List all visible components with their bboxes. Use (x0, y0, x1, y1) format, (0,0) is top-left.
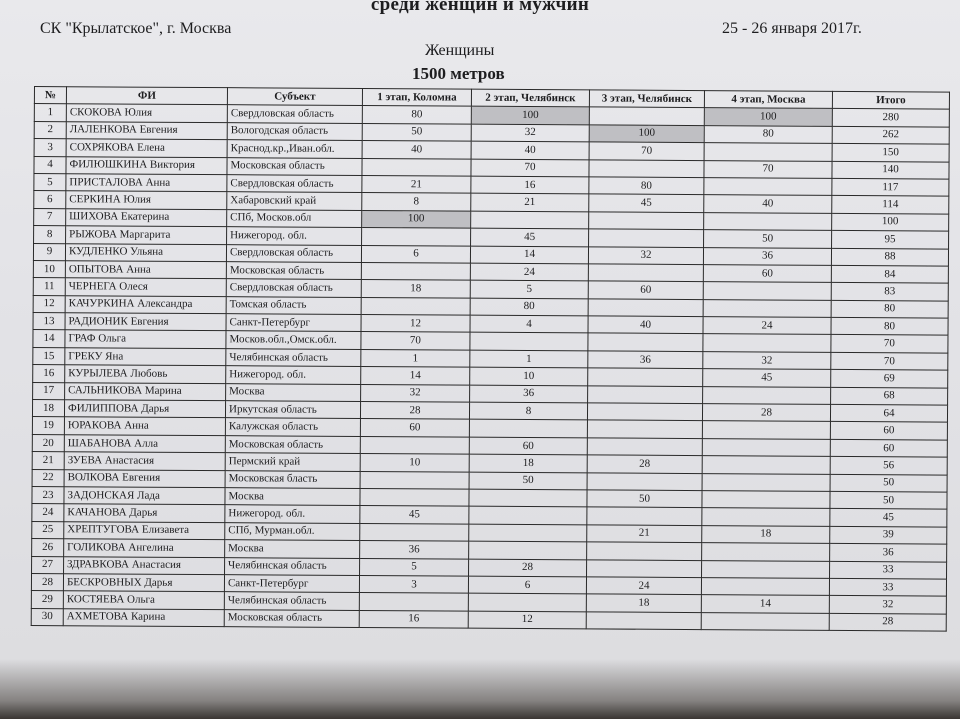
stage-1-points: 21 (362, 175, 471, 193)
header-name: ФИ (66, 87, 227, 105)
athlete-name: КОСТЯЕВА Ольга (63, 591, 224, 609)
athlete-name: РАДИОНИК Евгения (65, 313, 226, 331)
stage-2-points: 45 (471, 228, 589, 246)
athlete-name: КУРЫЛЕВА Любовь (65, 365, 226, 383)
stage-1-points (361, 297, 470, 315)
total-points: 95 (832, 231, 949, 249)
stage-4-points (703, 299, 831, 317)
stage-3-points (588, 299, 703, 317)
total-points: 262 (832, 126, 949, 144)
stage-3-points (588, 386, 703, 404)
stage-2-points: 36 (470, 385, 588, 403)
athlete-region: Нижегород. обл. (227, 227, 362, 245)
header-stage-1: 1 этап, Коломна (362, 89, 471, 107)
header-stage-2: 2 этап, Челябинск (471, 89, 589, 107)
athlete-region: Московская область (227, 157, 362, 175)
total-points: 70 (831, 335, 948, 353)
athlete-region: Томская область (226, 296, 361, 314)
athlete-name: ГРАФ Ольга (65, 330, 226, 348)
row-number: 3 (34, 139, 66, 157)
stage-4-points (702, 543, 830, 561)
row-number: 10 (33, 260, 65, 278)
stage-2-points (470, 333, 588, 351)
stage-1-points: 16 (359, 610, 468, 628)
stage-1-points: 18 (361, 280, 470, 298)
stage-1-points (359, 593, 468, 611)
total-points: 114 (832, 196, 949, 214)
stage-2-points (469, 489, 587, 507)
total-points: 117 (832, 178, 949, 196)
athlete-region: Челябинская область (225, 557, 360, 575)
row-number: 15 (33, 347, 65, 365)
athlete-name: ШИХОВА Екатерина (66, 208, 227, 226)
venue-label: СК "Крылатское", г. Москва (40, 20, 232, 37)
total-points: 100 (832, 213, 949, 231)
row-number: 6 (34, 191, 66, 209)
athlete-region: Свердловская область (226, 244, 361, 262)
stage-4-points (701, 578, 829, 596)
athlete-region: Московская бласть (225, 470, 360, 488)
stage-3-points: 36 (588, 351, 703, 369)
athlete-name: ХРЕПТУГОВА Елизавета (64, 521, 225, 539)
athlete-name: АХМЕТОВА Карина (63, 608, 224, 626)
athlete-name: СЕРКИНА Юлия (66, 191, 227, 209)
stage-3-points: 50 (587, 490, 702, 508)
stage-3-points (589, 107, 704, 125)
stage-1-points: 32 (361, 384, 470, 402)
row-number: 16 (33, 365, 65, 383)
stage-1-points: 45 (360, 506, 469, 524)
stage-1-points: 5 (360, 558, 469, 576)
athlete-region: Москва (225, 540, 360, 558)
athlete-region: Хабаровский край (227, 192, 362, 210)
stage-4-points (703, 282, 831, 300)
header-stage-3: 3 этап, Челябинск (589, 90, 704, 108)
athlete-region: Москва (225, 488, 360, 506)
athlete-region: Свердловская область (227, 175, 362, 193)
stage-4-points (704, 143, 832, 161)
total-points: 33 (830, 561, 947, 579)
stage-3-points (587, 472, 702, 490)
stage-2-points: 40 (471, 141, 589, 159)
total-points: 80 (831, 300, 948, 318)
stage-1-points: 6 (361, 245, 470, 263)
athlete-name: ФИЛЮШКИНА Виктория (66, 156, 227, 174)
athlete-name: ВОЛКОВА Евгения (64, 469, 225, 487)
stage-2-points: 14 (470, 246, 588, 264)
stage-1-points: 36 (360, 541, 469, 559)
stage-4-points: 28 (702, 404, 830, 422)
athlete-name: ЗУЕВА Анастасия (64, 452, 225, 470)
stage-4-points: 18 (702, 525, 830, 543)
stage-1-points: 28 (360, 402, 469, 420)
stage-3-points: 45 (589, 194, 704, 212)
stage-4-points: 80 (704, 125, 832, 143)
stage-3-points (589, 212, 704, 230)
stage-3-points: 32 (588, 246, 703, 264)
stage-2-points: 8 (469, 402, 587, 420)
row-number: 2 (34, 121, 66, 139)
athlete-name: ФИЛИППОВА Дарья (64, 400, 225, 418)
athlete-name: ЧЕРНЕГА Олеся (65, 278, 226, 296)
stage-3-points (588, 333, 703, 351)
athlete-region: Нижегород. обл. (225, 505, 360, 523)
stage-4-points (704, 178, 832, 196)
total-points: 39 (830, 526, 947, 544)
row-number: 23 (32, 486, 64, 504)
stage-1-points: 40 (362, 141, 471, 159)
athlete-region: Иркутская область (225, 401, 360, 419)
stage-4-points (702, 421, 830, 439)
row-number: 14 (33, 330, 65, 348)
row-number: 1 (34, 104, 66, 122)
row-number: 22 (32, 469, 64, 487)
row-number: 8 (34, 226, 66, 244)
stage-4-points (702, 560, 830, 578)
total-points: 36 (830, 544, 947, 562)
stage-2-points: 80 (470, 298, 588, 316)
stage-3-points (587, 403, 702, 421)
row-number: 13 (33, 313, 65, 331)
stage-2-points: 24 (470, 263, 588, 281)
document-title: среди женщин и мужчин (370, 0, 590, 15)
stage-4-points: 36 (703, 247, 831, 265)
row-number: 7 (34, 208, 66, 226)
stage-2-points: 28 (469, 559, 587, 577)
stage-2-points: 50 (469, 472, 587, 490)
dates-label: 25 - 26 января 2017г. (722, 20, 862, 37)
total-points: 150 (832, 144, 949, 162)
stage-1-points: 60 (360, 419, 469, 437)
athlete-name: КАЧУРКИНА Александра (65, 295, 226, 313)
athlete-region: Челябинская область (226, 349, 361, 367)
stage-2-points (468, 593, 586, 611)
athlete-name: КУДЛЕНКО Ульяна (65, 243, 226, 261)
stage-3-points (587, 438, 702, 456)
total-points: 88 (831, 248, 948, 266)
athlete-region: Москов.обл.,Омск.обл. (226, 331, 361, 349)
stage-2-points: 16 (471, 176, 589, 194)
row-number: 29 (31, 591, 63, 609)
stage-3-points (587, 559, 702, 577)
stage-2-points: 70 (471, 159, 589, 177)
stage-2-points: 5 (470, 280, 588, 298)
stage-4-points (702, 491, 830, 509)
athlete-region: Московская область (224, 609, 359, 627)
stage-3-points (588, 264, 703, 282)
athlete-name: ГРЕКУ Яна (65, 348, 226, 366)
stage-3-points: 28 (587, 455, 702, 473)
athlete-region: Челябинская область (224, 592, 359, 610)
stage-3-points: 21 (587, 525, 702, 543)
stage-3-points (588, 368, 703, 386)
stage-1-points (362, 228, 471, 246)
total-points: 32 (829, 596, 946, 614)
row-number: 27 (32, 556, 64, 574)
stage-2-points: 4 (470, 315, 588, 333)
stage-3-points (587, 507, 702, 525)
stage-2-points: 100 (471, 107, 589, 125)
stage-4-points: 60 (703, 264, 831, 282)
total-points: 50 (830, 474, 947, 492)
total-points: 70 (831, 352, 948, 370)
stage-2-points (471, 211, 589, 229)
stage-4-points (701, 612, 829, 630)
stage-3-points (587, 420, 702, 438)
table-body (31, 104, 949, 631)
athlete-name: ЛАЛЕНКОВА Евгения (66, 121, 227, 139)
stage-4-points (703, 334, 831, 352)
athlete-name: ШАБАНОВА Алла (64, 435, 225, 453)
row-number: 11 (33, 278, 65, 296)
athlete-name: ОПЫТОВА Анна (65, 261, 226, 279)
athlete-region: Нижегород. обл. (226, 366, 361, 384)
header-region: Субъект (227, 88, 362, 106)
athlete-name: СКОКОВА Юлия (66, 104, 227, 122)
total-points: 60 (830, 439, 947, 457)
row-number: 21 (32, 452, 64, 470)
stage-3-points (589, 229, 704, 247)
total-points: 28 (829, 613, 946, 631)
total-points: 140 (832, 161, 949, 179)
row-number: 12 (33, 295, 65, 313)
athlete-region: СПб, Мурман.обл. (225, 522, 360, 540)
row-number: 18 (32, 400, 64, 418)
stage-1-points (360, 436, 469, 454)
row-number: 17 (33, 382, 65, 400)
stage-1-points (360, 488, 469, 506)
row-number: 4 (34, 156, 66, 174)
stage-2-points (469, 420, 587, 438)
stage-4-points: 32 (703, 351, 831, 369)
athlete-name: ГОЛИКОВА Ангелина (64, 539, 225, 557)
stage-1-points: 8 (362, 193, 471, 211)
athlete-name: БЕСКРОВНЫХ Дарья (63, 574, 224, 592)
distance-heading: 1500 метров (412, 64, 505, 83)
stage-2-points: 21 (471, 194, 589, 212)
athlete-name: КАЧАНОВА Дарья (64, 504, 225, 522)
row-number: 28 (31, 573, 63, 591)
stage-4-points: 50 (704, 230, 832, 248)
athlete-region: Вологодская область (227, 122, 362, 140)
stage-2-points: 12 (468, 611, 586, 629)
stage-2-points (469, 507, 587, 525)
stage-3-points: 60 (588, 281, 703, 299)
athlete-region: Москва (226, 383, 361, 401)
athlete-name: САЛЬНИКОВА Марина (65, 382, 226, 400)
row-number: 20 (32, 434, 64, 452)
stage-4-points (702, 473, 830, 491)
stage-2-points (469, 541, 587, 559)
stage-4-points: 70 (704, 160, 832, 178)
total-points: 64 (830, 404, 947, 422)
athlete-region: СПб, Москов.обл (227, 209, 362, 227)
total-points: 50 (830, 491, 947, 509)
stage-1-points: 1 (361, 349, 470, 367)
athlete-name: ПРИСТАЛОВА Анна (66, 174, 227, 192)
athlete-region: Калужская область (225, 418, 360, 436)
stage-4-points: 45 (703, 369, 831, 387)
athlete-name: ЮРАКОВА Анна (64, 417, 225, 435)
total-points: 69 (831, 370, 948, 388)
results-table (31, 86, 950, 632)
row-number: 24 (32, 504, 64, 522)
row-number: 25 (32, 521, 64, 539)
stage-2-points: 18 (469, 454, 587, 472)
stage-3-points (589, 159, 704, 177)
stage-3-points: 18 (586, 594, 701, 612)
athlete-region: Краснод.кр.,Иван.обл. (227, 140, 362, 158)
header-total: Итого (832, 91, 949, 109)
stage-3-points: 70 (589, 142, 704, 160)
athlete-region: Санкт-Петербург (226, 314, 361, 332)
total-points: 280 (832, 109, 949, 127)
row-number: 9 (33, 243, 65, 261)
row-number: 5 (34, 173, 66, 191)
stage-3-points: 100 (589, 125, 704, 143)
gender-heading: Женщины (425, 42, 495, 59)
athlete-name: СОХРЯКОВА Елена (66, 139, 227, 157)
athlete-region: Московская область (226, 262, 361, 280)
athlete-region: Пермский край (225, 453, 360, 471)
stage-1-points: 3 (359, 575, 468, 593)
header-stage-4: 4 этап, Москва (704, 91, 832, 109)
athlete-region: Свердловская область (226, 279, 361, 297)
stage-1-points (361, 262, 470, 280)
stage-4-points: 24 (703, 317, 831, 335)
stage-1-points: 10 (360, 454, 469, 472)
stage-2-points: 6 (468, 576, 586, 594)
stage-4-points (702, 508, 830, 526)
stage-3-points: 80 (589, 177, 704, 195)
stage-1-points: 80 (362, 106, 471, 124)
total-points: 68 (831, 387, 948, 405)
stage-1-points (360, 471, 469, 489)
athlete-region: Санкт-Петербург (224, 575, 359, 593)
stage-1-points: 14 (361, 367, 470, 385)
stage-4-points (703, 386, 831, 404)
stage-2-points: 10 (470, 367, 588, 385)
row-number: 26 (32, 539, 64, 557)
stage-1-points (360, 523, 469, 541)
total-points: 60 (830, 422, 947, 440)
athlete-name: ЗАДОНСКАЯ Лада (64, 487, 225, 505)
stage-1-points: 50 (362, 123, 471, 141)
total-points: 33 (829, 578, 946, 596)
athlete-name: РЫЖОВА Маргарита (66, 226, 227, 244)
stage-4-points (704, 212, 832, 230)
stage-1-points: 70 (361, 332, 470, 350)
header-number: № (34, 87, 66, 105)
photo-shadow (0, 659, 960, 719)
athlete-region: Свердловская область (227, 105, 362, 123)
stage-1-points: 100 (362, 210, 471, 228)
stage-1-points (362, 158, 471, 176)
athlete-region: Московская область (225, 435, 360, 453)
stage-2-points: 1 (470, 350, 588, 368)
stage-2-points: 32 (471, 124, 589, 142)
row-number: 19 (32, 417, 64, 435)
total-points: 84 (831, 265, 948, 283)
stage-4-points (702, 438, 830, 456)
stage-3-points: 40 (588, 316, 703, 334)
stage-1-points: 12 (361, 315, 470, 333)
stage-4-points: 14 (701, 595, 829, 613)
athlete-name: ЗДРАВКОВА Анастасия (64, 556, 225, 574)
stage-2-points: 60 (469, 437, 587, 455)
total-points: 80 (831, 317, 948, 335)
row-number: 30 (31, 608, 63, 626)
total-points: 83 (831, 283, 948, 301)
stage-3-points: 24 (586, 577, 701, 595)
total-points: 56 (830, 457, 947, 475)
stage-3-points (587, 542, 702, 560)
total-points: 45 (830, 509, 947, 527)
stage-4-points (702, 456, 830, 474)
stage-4-points: 100 (704, 108, 832, 126)
stage-2-points (469, 524, 587, 542)
stage-4-points: 40 (704, 195, 832, 213)
stage-3-points (586, 612, 701, 630)
